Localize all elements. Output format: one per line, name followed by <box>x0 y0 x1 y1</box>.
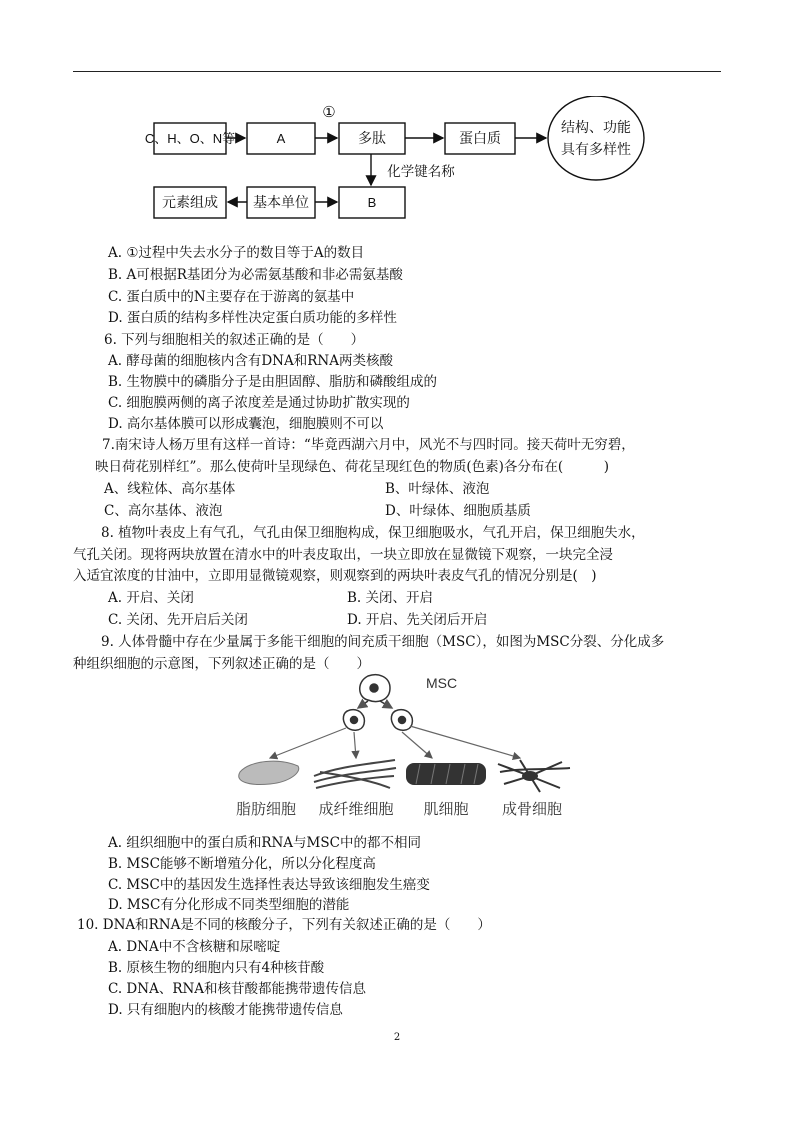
box-elements-text: C、H、O、N等 <box>144 131 236 146</box>
q5-option-d: D. 蛋白质的结构多样性决定蛋白质功能的多样性 <box>108 310 397 326</box>
box-peptide-text: 多肽 <box>358 130 386 146</box>
q8-option-a: A. 开启、关闭 <box>108 590 194 606</box>
box-element-composition-text: 元素组成 <box>162 194 218 210</box>
adipocyte-cell <box>239 761 299 784</box>
step-1-marker: ① <box>322 104 336 121</box>
q8-option-d: D. 开启、先关闭后开启 <box>347 612 488 628</box>
q8-stem-line1: 8. 植物叶表皮上有气孔，气孔由保卫细胞构成，保卫细胞吸水，气孔开启，保卫细胞失水， <box>101 525 645 541</box>
chemical-bond-label: 化学键名称 <box>387 164 455 179</box>
q6-option-d: D. 高尔基体膜可以形成囊泡，细胞膜则不可以 <box>108 416 384 432</box>
q9-option-c: C. MSC中的基因发生选择性表达导致该细胞发生癌变 <box>108 877 430 893</box>
q8-stem-line3: 入适宜浓度的甘油中，立即用显微镜观察，则观察到的两块叶表皮气孔的情况分别是( ) <box>73 568 597 584</box>
page-number: 2 <box>393 1032 401 1043</box>
q9-option-d: D. MSC有分化形成不同类型细胞的潜能 <box>108 897 350 913</box>
q9-stem-line2: 种组织细胞的示意图，下列叙述正确的是（ ） <box>73 656 370 672</box>
osteocyte-label: 成骨细胞 <box>501 801 563 818</box>
q10-stem: 10. DNA和RNA是不同的核酸分子，下列有关叙述正确的是（ ） <box>77 917 491 933</box>
q6-option-a: A. 酵母菌的细胞核内含有DNA和RNA两类核酸 <box>108 353 393 369</box>
q9-stem-line1: 9. 人体骨髓中存在少量属于多能干细胞的间充质干细胞（MSC），如图为MSC分裂、分化成多 <box>101 634 665 650</box>
q6-option-c: C. 细胞膜两侧的离子浓度差是通过协助扩散实现的 <box>108 395 410 411</box>
q6-stem: 6. 下列与细胞相关的叙述正确的是（ ） <box>104 332 365 348</box>
ellipse-line2: 具有多样性 <box>561 141 631 157</box>
adipocyte-label: 脂肪细胞 <box>235 801 297 818</box>
fibroblast-cells <box>314 760 396 788</box>
q5-option-b: B. A可根据R基团分为必需氨基酸和非必需氨基酸 <box>108 267 403 283</box>
q6-option-b: B. 生物膜中的磷脂分子是由胆固醇、脂肪和磷酸组成的 <box>108 374 438 390</box>
ellipse-diversity <box>548 96 644 180</box>
q7-stem-line2: 映日荷花别样红”。那么使荷叶呈现绿色、荷花呈现红色的物质(色素)各分布在( ) <box>95 459 609 475</box>
box-A-text: A <box>276 131 286 146</box>
msc-label: MSC <box>426 675 458 691</box>
q10-option-c: C. DNA、RNA和核苷酸都能携带遗传信息 <box>108 981 367 997</box>
protein-concept-diagram <box>140 96 660 226</box>
q7-option-a: A、线粒体、高尔基体 <box>104 481 236 497</box>
q9-option-a: A. 组织细胞中的蛋白质和RNA与MSC中的都不相同 <box>108 835 421 851</box>
q7-option-c: C、高尔基体、液泡 <box>104 503 223 519</box>
box-B-text: B <box>367 195 377 210</box>
q10-option-b: B. 原核生物的细胞内只有4种核苷酸 <box>108 960 325 976</box>
q10-option-a: A. DNA中不含核糖和尿嘧啶 <box>108 939 281 955</box>
q7-option-b: B、叶绿体、液泡 <box>385 481 490 497</box>
header-rule <box>73 71 721 72</box>
q9-option-b: B. MSC能够不断增殖分化，所以分化程度高 <box>108 856 376 872</box>
q8-option-b: B. 关闭、开启 <box>347 590 434 606</box>
q10-option-d: D. 只有细胞内的核酸才能携带遗传信息 <box>108 1002 343 1018</box>
q5-option-a: A. ①过程中失去水分子的数目等于A的数目 <box>108 245 365 261</box>
box-basic-unit-text: 基本单位 <box>253 194 309 210</box>
q8-stem-line2: 气孔关闭。现将两块放置在清水中的叶表皮取出，一块立即放在显微镜下观察，一块完全浸 <box>73 547 613 563</box>
fibroblast-label: 成纤维细胞 <box>318 801 394 818</box>
q7-option-d: D、叶绿体、细胞质基质 <box>385 503 531 519</box>
q8-option-c: C. 关闭、先开启后关闭 <box>108 612 248 628</box>
ellipse-line1: 结构、功能 <box>561 119 631 135</box>
q7-stem-line1: 7.南宋诗人杨万里有这样一首诗：“毕竟西湖六月中，风光不与四时同。接天荷叶无穷碧， <box>102 437 635 453</box>
q5-option-c: C. 蛋白质中的N主要存在于游离的氨基中 <box>108 289 355 305</box>
box-protein-text: 蛋白质 <box>459 130 501 146</box>
muscle-cell-label: 肌细胞 <box>423 801 469 818</box>
msc-differentiation-figure <box>230 668 590 828</box>
osteocyte-nucleus <box>522 771 538 781</box>
